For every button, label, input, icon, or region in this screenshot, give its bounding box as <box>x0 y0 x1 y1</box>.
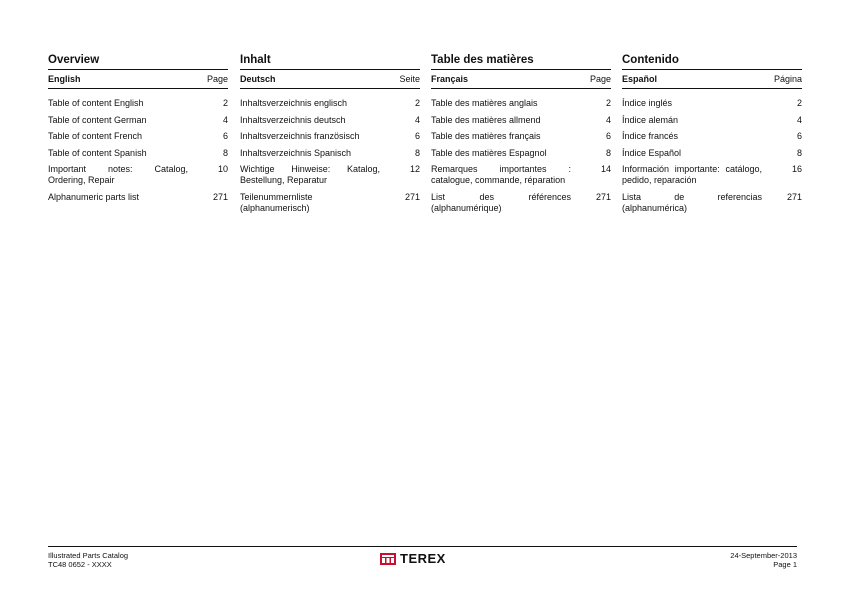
toc-row[interactable] <box>622 192 802 214</box>
toc-column-german <box>240 53 420 219</box>
toc-row[interactable] <box>240 131 420 142</box>
toc-row[interactable] <box>622 164 802 186</box>
toc-page: 6 <box>605 131 611 141</box>
toc-column-english <box>48 53 228 208</box>
toc-page: 6 <box>414 131 420 141</box>
toc-page: 8 <box>796 147 802 158</box>
toc-entry: Inhaltsverzeichnis Spanisch <box>240 147 352 158</box>
page-label: Seite <box>399 74 420 84</box>
language-label: Deutsch <box>240 74 276 84</box>
toc-entry: Información importante: catálogo, pedido, reparación <box>622 164 762 185</box>
publish-date: 24-September-2013 <box>730 551 797 560</box>
toc-page: 16 <box>791 164 802 174</box>
footer-left <box>48 551 128 569</box>
page-label: Página <box>773 74 802 84</box>
toc-row[interactable] <box>48 192 228 203</box>
toc-page: 4 <box>605 114 611 125</box>
toc-entry: Alphanumeric parts list <box>48 191 140 202</box>
column-title: Overview <box>48 54 100 66</box>
toc-list <box>622 98 802 214</box>
toc-page: 4 <box>222 114 228 125</box>
toc-page: 6 <box>796 131 802 141</box>
toc-row[interactable] <box>240 164 420 186</box>
toc-page: 271 <box>212 191 228 202</box>
toc-row[interactable] <box>48 148 228 159</box>
toc-entry: Índice alemán <box>622 114 679 125</box>
toc-page: 14 <box>600 164 611 174</box>
toc-entry: Table des matières français <box>431 131 541 141</box>
toc-entry: Table des matières anglais <box>431 98 538 108</box>
toc-row[interactable] <box>48 131 228 142</box>
toc-row[interactable] <box>48 164 228 186</box>
toc-page: 271 <box>404 191 420 202</box>
toc-page: 271 <box>786 191 802 202</box>
toc-entry: Inhaltsverzeichnis französisch <box>240 131 360 141</box>
toc-row[interactable] <box>431 115 611 126</box>
toc-page: 8 <box>605 147 611 158</box>
logo-wordmark: TEREX <box>400 551 446 566</box>
toc-row[interactable] <box>431 148 611 159</box>
toc-row[interactable] <box>240 98 420 109</box>
column-title: Table des matières <box>431 54 534 66</box>
terex-logo <box>380 551 446 566</box>
toc-page: 2 <box>605 98 611 108</box>
toc-entry: List des références (alphanumérique) <box>431 191 571 213</box>
toc-row[interactable] <box>622 131 802 142</box>
column-header <box>240 69 420 89</box>
toc-page: 4 <box>796 114 802 125</box>
toc-list <box>48 98 228 203</box>
footer-divider <box>48 546 797 547</box>
toc-page: 12 <box>409 164 420 174</box>
toc-page: 10 <box>217 164 228 174</box>
toc-list <box>431 98 611 214</box>
terex-emblem-icon <box>380 553 396 565</box>
catalog-number: TC48 0652 - XXXX <box>48 560 112 569</box>
toc-row[interactable] <box>240 148 420 159</box>
toc-row[interactable] <box>622 115 802 126</box>
toc-entry: Inhaltsverzeichnis englisch <box>240 98 348 108</box>
toc-row[interactable] <box>431 192 611 214</box>
column-title: Inhalt <box>240 54 271 66</box>
toc-page: 8 <box>414 147 420 158</box>
toc-entry: Important notes: Catalog, Ordering, Repair <box>48 164 188 185</box>
toc-row[interactable] <box>431 98 611 109</box>
toc-row[interactable] <box>622 98 802 109</box>
toc-page: 2 <box>796 98 802 108</box>
toc-entry: Índice inglés <box>622 98 673 108</box>
toc-page: 2 <box>222 98 228 108</box>
toc-entry: Remarques importantes : catalogue, commande, réparation <box>431 164 571 185</box>
page-number: Page 1 <box>773 560 797 569</box>
column-title: Contenido <box>622 54 679 66</box>
catalog-title: Illustrated Parts Catalog <box>48 551 129 560</box>
toc-row[interactable] <box>431 164 611 186</box>
column-header <box>431 69 611 89</box>
toc-page: 4 <box>414 114 420 125</box>
toc-column-spanish <box>622 53 802 219</box>
toc-entry: Table des matières Espagnol <box>431 147 547 158</box>
column-header <box>48 69 228 89</box>
toc-page: 2 <box>414 98 420 108</box>
toc-row[interactable] <box>240 115 420 126</box>
toc-page: 6 <box>222 131 228 141</box>
toc-entry: Table of content English <box>48 98 144 108</box>
toc-entry: Índice Español <box>622 147 682 158</box>
toc-entry: Inhaltsverzeichnis deutsch <box>240 114 346 125</box>
toc-column-french <box>431 53 611 219</box>
language-label: English <box>48 74 81 84</box>
toc-entry: Table of content French <box>48 131 143 141</box>
toc-row[interactable] <box>622 148 802 159</box>
language-label: Français <box>431 74 469 84</box>
toc-list <box>240 98 420 214</box>
toc-page: 271 <box>595 191 611 202</box>
toc-entry: Índice francés <box>622 131 679 141</box>
toc-entry: Lista de referencias (alphanumérica) <box>622 191 762 213</box>
toc-row[interactable] <box>240 192 420 214</box>
language-label: Español <box>622 74 658 84</box>
toc-entry: Table of content Spanish <box>48 147 147 158</box>
page-label: Page <box>589 74 611 84</box>
toc-row[interactable] <box>48 98 228 109</box>
toc-row[interactable] <box>48 115 228 126</box>
toc-page: 8 <box>222 147 228 158</box>
toc-entry: Table des matières allmend <box>431 114 541 125</box>
page-label: Page <box>206 74 228 84</box>
column-header <box>622 69 802 89</box>
toc-entry: Teilenummernliste (alphanumerisch) <box>240 191 313 213</box>
toc-row[interactable] <box>431 131 611 142</box>
toc-entry: Wichtige Hinweise: Katalog, Bestellung, Reparatur <box>240 164 380 185</box>
footer-right <box>730 551 797 569</box>
toc-entry: Table of content German <box>48 114 147 125</box>
